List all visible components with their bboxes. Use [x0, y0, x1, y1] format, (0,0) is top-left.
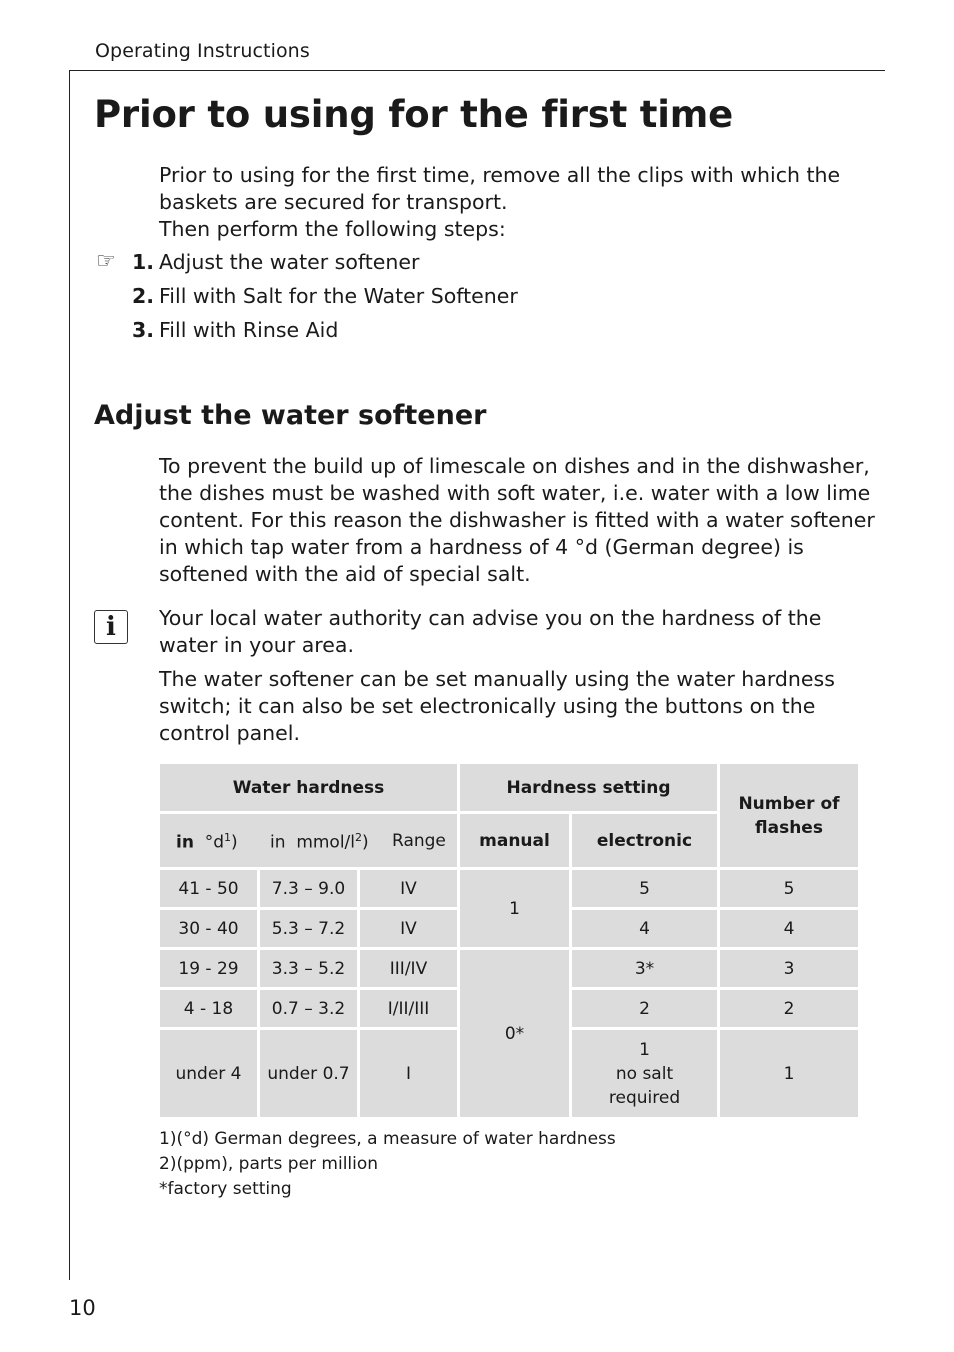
pointing-hand-icon: ☞ [96, 249, 116, 274]
cell-degrees: under 4 [160, 1030, 257, 1117]
running-header: Operating Instructions [95, 40, 310, 62]
cell-range: I [360, 1030, 457, 1117]
cell-mmol: 0.7 – 3.2 [260, 990, 357, 1027]
subheader-electronic: electronic [572, 814, 717, 867]
subheader-hardness-units [160, 814, 457, 867]
intro-line-2: Then perform the following steps: [159, 217, 506, 241]
cell-electronic: 1 no salt required [572, 1030, 717, 1117]
cell-electronic: 2 [572, 990, 717, 1027]
cell-degrees: 41 - 50 [160, 870, 257, 907]
authority-paragraph: Your local water authority can advise you on the hardness of the water in your area. [159, 606, 822, 657]
cell-mmol: 5.3 – 7.2 [260, 910, 357, 947]
intro-line-1: Prior to using for the first time, remove all the clips with which the baskets are secured for transport. [159, 163, 841, 214]
cell-flashes: 2 [720, 990, 858, 1027]
cell-mmol: under 0.7 [260, 1030, 357, 1117]
cell-electronic: 4 [572, 910, 717, 947]
header-number-of-flashes: Number of flashes [720, 764, 858, 867]
footnote-1: 1)(°d) German degrees, a measure of water hardness [159, 1129, 616, 1149]
cell-electronic: 3* [572, 950, 717, 987]
softener-paragraph: To prevent the build up of limescale on dishes and in the dishwasher, the dishes must be washed with soft water, i.e. water with a low lime content. For this reason the dishwasher is fitted with a water softener in which tap water from a hardness of 4 °d (German degree) is softened with the aid of special salt. [159, 454, 875, 586]
footnotes [159, 1127, 616, 1202]
step-1 [96, 247, 696, 277]
cell-range: III/IV [360, 950, 457, 987]
step-label: Adjust the water softener [159, 250, 420, 274]
header-water-hardness: Water hardness [160, 764, 457, 811]
cell-degrees: 30 - 40 [160, 910, 257, 947]
step-number: 1. [132, 250, 155, 274]
step-number: 2. [132, 284, 155, 308]
cell-flashes: 5 [720, 870, 858, 907]
cell-flashes: 3 [720, 950, 858, 987]
subheader-range: Range [392, 830, 446, 851]
step-2 [96, 281, 696, 311]
step-label: Fill with Rinse Aid [159, 318, 339, 342]
settings-paragraph: The water softener can be set manually using the water hardness switch; it can also be set electronically using the buttons on the control panel. [159, 667, 835, 745]
header-hardness-setting: Hardness setting [460, 764, 717, 811]
cell-degrees: 4 - 18 [160, 990, 257, 1027]
footnote-3: *factory setting [159, 1179, 292, 1199]
cell-range: IV [360, 870, 457, 907]
header-rule [69, 70, 885, 71]
cell-mmol: 3.3 – 5.2 [260, 950, 357, 987]
intro-text [159, 162, 859, 243]
step-3 [96, 315, 696, 345]
cell-electronic: 5 [572, 870, 717, 907]
section-title: Adjust the water softener [94, 400, 487, 431]
margin-rule [69, 70, 70, 1280]
page-title: Prior to using for the first time [94, 93, 734, 136]
cell-flashes: 1 [720, 1030, 858, 1117]
cell-mmol: 7.3 – 9.0 [260, 870, 357, 907]
page-number: 10 [69, 1296, 96, 1320]
info-icon: i [94, 610, 128, 644]
cell-flashes: 4 [720, 910, 858, 947]
subheader-degrees: in $^\circ d^1$) [176, 831, 238, 853]
cell-degrees: 19 - 29 [160, 950, 257, 987]
step-number: 3. [132, 318, 155, 342]
footnote-2: 2)(ppm), parts per million [159, 1154, 379, 1174]
subheader-mmol: in mmol/$l^2$) [270, 831, 369, 853]
cell-manual: 0* [460, 950, 569, 1117]
cell-manual: 1 [460, 870, 569, 947]
cell-range: IV [360, 910, 457, 947]
step-label: Fill with Salt for the Water Softener [159, 284, 518, 308]
cell-range: I/II/III [360, 990, 457, 1027]
subheader-manual: manual [460, 814, 569, 867]
